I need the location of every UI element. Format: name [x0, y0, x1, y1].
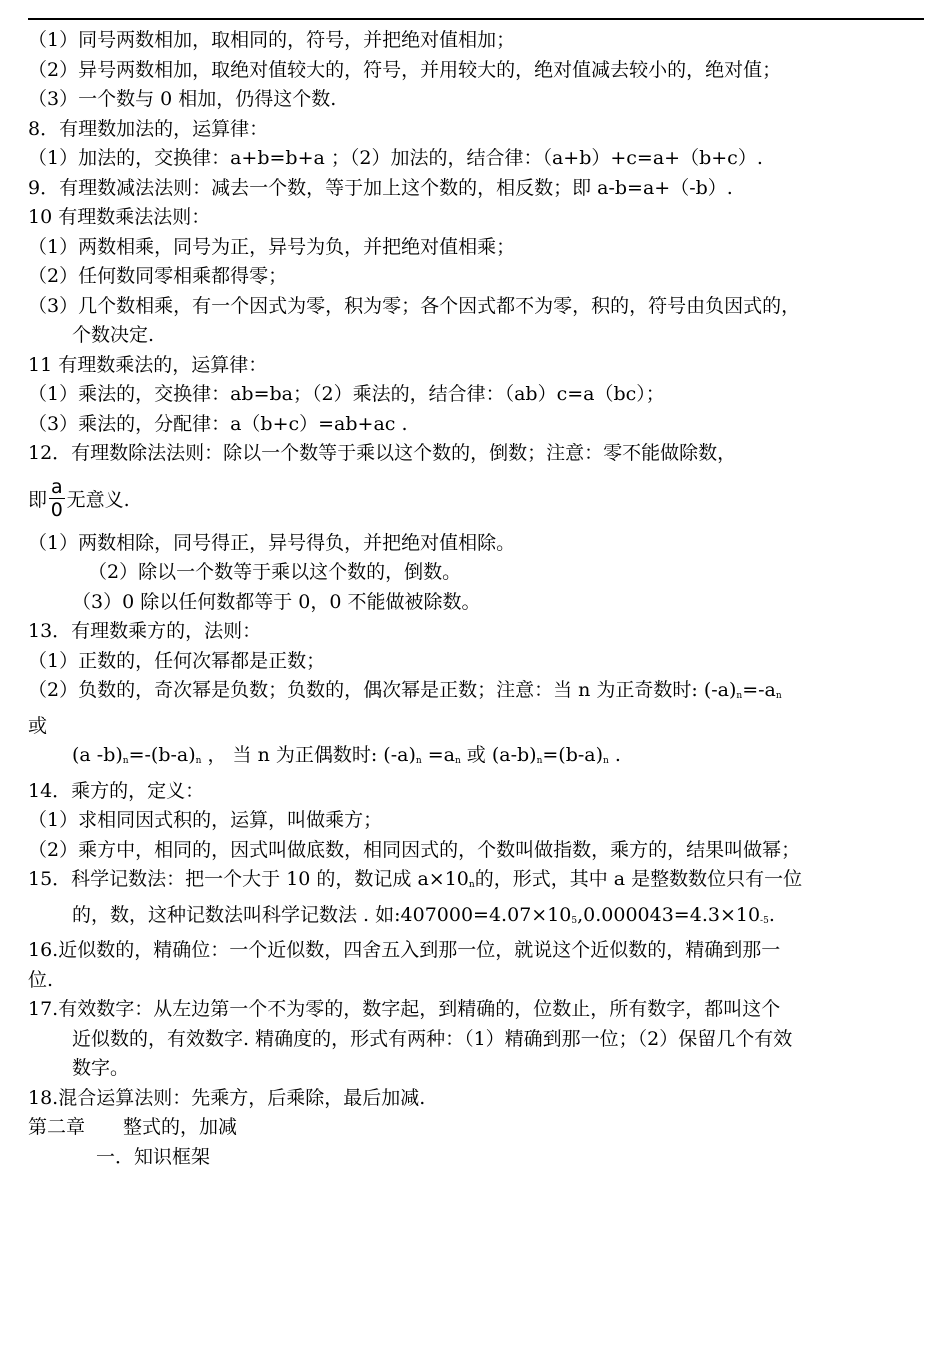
- sci-example-1: 的，数，这种记数法叫科学记数法 . 如:407000=4.07×10: [72, 903, 572, 926]
- rule-add-diff-sign: （2）异号两数相加，取绝对值较大的，符号，并用较大的，绝对值减去较小的，绝对值；: [28, 58, 782, 81]
- sci-example-2: ,0.000043=4.3×10: [577, 903, 761, 926]
- power-rule-2-cont: [28, 741, 928, 777]
- mult-laws-2: （3）乘法的，分配律：a（b+c）=ab+ac .: [28, 412, 408, 435]
- expr-even-case: ， 当 n 为正偶数时: (-a): [201, 744, 416, 766]
- chapter-number: 第二章: [28, 1116, 86, 1138]
- exp-n: n: [603, 756, 609, 766]
- exp-n: n: [775, 691, 782, 701]
- significant-digits-cont: 近似数的，有效数字. 精确度的，形式有两种：（1）精确到那一位；（2）保留几个有效: [72, 1027, 793, 1050]
- fraction-numerator: a: [51, 476, 63, 498]
- mult-rule-3-cont: 个数决定.: [72, 324, 155, 346]
- heading-subtraction-rule: 9．有理数减法法则：减去一个数，等于加上这个数的，相反数；即 a-b=a+（-b）.: [28, 176, 733, 199]
- exp-n: n: [736, 691, 743, 701]
- div-rule-2: （2）除以一个数等于乘以这个数的，倒数。: [88, 561, 462, 583]
- rule-add-zero: （3）一个数与 0 相加，仍得这个数.: [28, 88, 337, 110]
- sci-notation-text-cont: 的，形式，其中 a 是整数数位只有一位: [474, 868, 803, 890]
- exp-n: n: [195, 756, 202, 766]
- expr-end: .: [608, 744, 621, 766]
- sci-notation-example: [28, 901, 928, 937]
- div-rule-3: （3）0 除以任何数都等于 0，0 不能做被除数。: [72, 590, 481, 613]
- power-rule-2-text: （2）负数的，奇次幂是负数；负数的，偶次幂是正数；注意：当 n 为正奇数时: (-a): [28, 679, 737, 701]
- chapter-name: 整式的，加减: [123, 1116, 238, 1138]
- expr-eq-b-minus-a: =(b-a): [542, 744, 604, 766]
- expr-b-minus-a: =-(b-a): [128, 744, 196, 766]
- mult-rule-2: （2）任何数同零相乘都得零；: [28, 265, 288, 287]
- power-rule-2-eq: =-a: [742, 679, 776, 701]
- mult-laws-1: （1）乘法的，交换律：ab=ba；（2）乘法的，结合律：（ab）c=a（bc）；: [28, 383, 665, 405]
- mult-rule-3: （3）几个数相乘，有一个因式为零，积为零；各个因式都不为零，积的，符号由负因式的，: [28, 294, 801, 317]
- fraction-line: [28, 469, 928, 529]
- heading-multiplication-laws: 11 有理数乘法的，运算律：: [28, 353, 268, 376]
- power-rule-2-or: 或: [28, 714, 48, 737]
- expr-or: 或 (a-b): [460, 744, 537, 766]
- exp-n: n: [468, 880, 475, 890]
- expr-a-minus-b: (a -b): [72, 744, 123, 766]
- expr-eq-a: =a: [421, 744, 455, 766]
- fraction-a-over-0: [49, 476, 65, 521]
- heading-addition-laws: 8．有理数加法的，运算律：: [28, 117, 269, 140]
- section-knowledge-framework: 一．知识框架: [96, 1145, 211, 1168]
- heading-power-rule: 13．有理数乘方的，法则：: [28, 620, 262, 642]
- exp-minus-5: -5: [760, 915, 769, 926]
- exp-n: n: [536, 756, 543, 766]
- mixed-operation-rule: 18.混合运算法则：先乘方，后乘除，最后加减.: [28, 1086, 426, 1109]
- exp-n: n: [415, 756, 422, 766]
- exp-5: 5: [571, 915, 578, 926]
- document-page: [28, 26, 928, 1172]
- chapter-title: [28, 1113, 928, 1143]
- mult-rule-1: （1）两数相乘，同号为正，异号为负，并把绝对值相乘；: [28, 235, 516, 258]
- rule-add-same-sign: （1）同号两数相加，取相同的，符号，并把绝对值相加；: [28, 29, 516, 51]
- addition-laws: （1）加法的，交换律：a+b=b+a ；（2）加法的，结合律：（a+b）+c=a+（b+c）.: [28, 147, 763, 169]
- sci-notation: [28, 865, 928, 901]
- approx-number-cont: 位.: [28, 968, 54, 991]
- sci-notation-text: 15．科学记数法：把一个大于 10 的，数记成 a×10: [28, 868, 469, 890]
- fraction-denominator: 0: [50, 499, 63, 521]
- heading-power-definition: 14．乘方的，定义：: [28, 779, 205, 802]
- div-rule-1: （1）两数相除，同号得正，异号得负，并把绝对值相除。: [28, 531, 516, 554]
- significant-digits-end: 数字。: [72, 1057, 130, 1079]
- approx-number: 16.近似数的，精确位：一个近似数，四舍五入到那一位，就说这个近似数的，精确到那一: [28, 939, 781, 961]
- power-def-2: （2）乘方中，相同的，因式叫做底数，相同因式的，个数叫做指数，乘方的，结果叫做幂；: [28, 838, 801, 861]
- fraction-prefix: 即: [28, 489, 48, 511]
- significant-digits: 17.有效数字：从左边第一个不为零的，数字起，到精确的，位数止，所有数字，都叫这个: [28, 998, 781, 1020]
- sci-example-end: .: [768, 903, 775, 926]
- header-rule: [28, 18, 924, 20]
- heading-multiplication-rule: 10 有理数乘法法则：: [28, 206, 211, 228]
- heading-division-rule: 12．有理数除法法则：除以一个数等于乘以这个数的，倒数；注意：零不能做除数，: [28, 442, 737, 464]
- exp-n: n: [454, 756, 461, 766]
- power-rule-2: [28, 676, 928, 712]
- fraction-suffix: 无意义.: [66, 489, 130, 511]
- power-rule-1: （1）正数的，任何次幂都是正数；: [28, 649, 326, 672]
- exp-n: n: [122, 756, 129, 766]
- power-def-1: （1）求相同因式积的，运算，叫做乘方；: [28, 809, 383, 831]
